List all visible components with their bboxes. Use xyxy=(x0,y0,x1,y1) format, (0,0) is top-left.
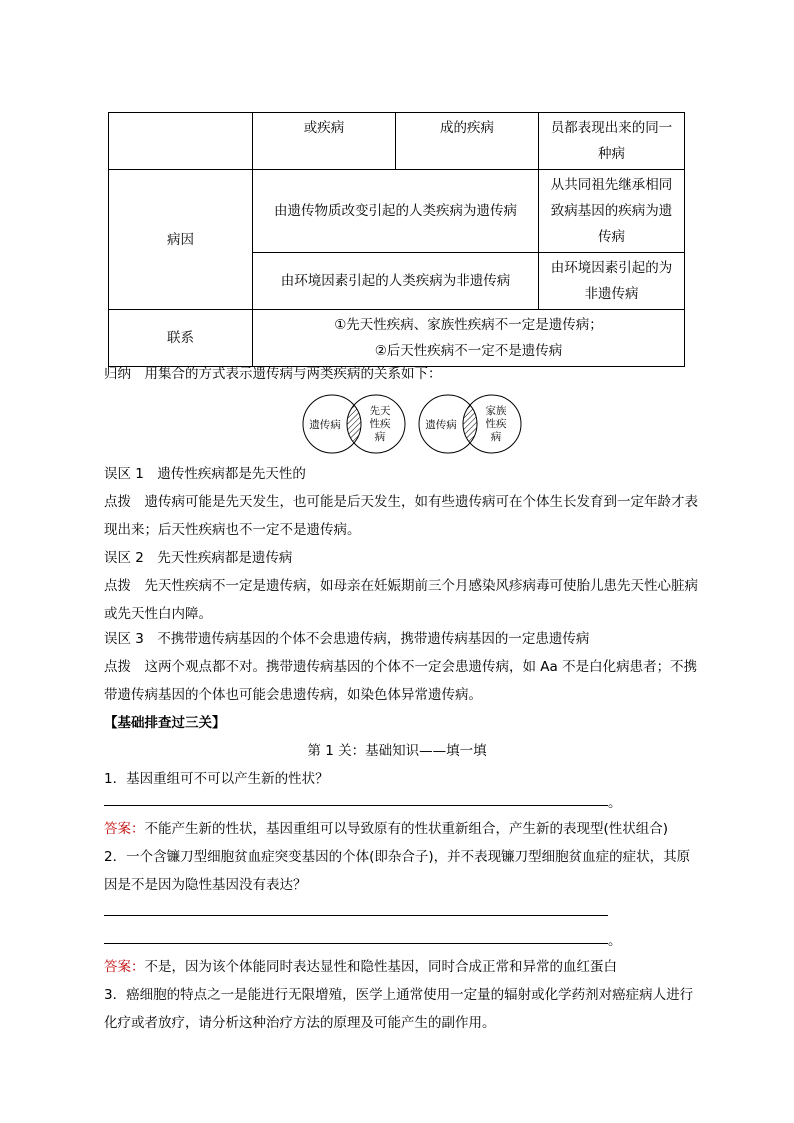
question-2-cont: 因是不是因为隐性基因没有表达？ xyxy=(104,877,307,893)
answer-text: 不能产生新的性状，基因重组可以导致原有的性状重新组合，产生新的表现型(性状组合) xyxy=(144,821,669,837)
misconception-title: 误区 3 不携带遗传病基因的个体不会患遗传病，携带遗传病基因的一定患遗传病 xyxy=(104,631,590,647)
venn-label-right: 病 xyxy=(490,431,502,443)
table-cell xyxy=(539,170,685,253)
venn-label-right: 性疾 xyxy=(485,418,507,430)
answer-blank[interactable] xyxy=(104,805,608,806)
venn-label-left: 遗传病 xyxy=(425,419,457,431)
table-cell-empty xyxy=(109,113,253,170)
venn-label-right: 性疾 xyxy=(369,418,391,430)
cell-line: 种病 xyxy=(598,146,625,162)
cell-line: 致病基因的疾病为遗 xyxy=(550,203,673,219)
level-title: 第 1 关：基础知识——填一填 xyxy=(307,743,487,759)
venn-label-right: 病 xyxy=(374,431,386,443)
table-cell xyxy=(539,253,685,310)
answer-text: 不是，因为该个体能同时表达显性和隐性基因，同时合成正常和异常的血红蛋白 xyxy=(144,959,617,975)
comparison-table xyxy=(108,112,685,367)
misconception-tip: 点拨 这两个观点都不对。携带遗传病基因的个体不一定会患遗传病，如 Aa 不是白化病患者；不携 xyxy=(104,659,698,675)
table-cell: 由环境因素引起的人类疾病为非遗传病 xyxy=(253,253,539,310)
blank-period: 。 xyxy=(608,795,622,811)
cell-line: 非遗传病 xyxy=(584,286,639,302)
venn-label-left: 遗传病 xyxy=(309,419,341,431)
misconception-tip: 点拨 先天性疾病不一定是遗传病，如母亲在妊娠期前三个月感染风疹病毒可使胎儿患先天性心脏病 xyxy=(104,578,698,594)
misconception-tip: 或先天性白内障。 xyxy=(104,606,212,622)
table-cell xyxy=(539,113,685,170)
question-1: 1．基因重组可不可以产生新的性状？ xyxy=(104,771,329,787)
table-row xyxy=(109,310,685,367)
table-row xyxy=(109,113,685,170)
misconception-tip: 点拨 遗传病可能是先天发生，也可能是后天发生，如有些遗传病可在个体生长发育到一定年龄才表 xyxy=(104,494,698,510)
row-label-relation: 联系 xyxy=(109,310,253,367)
question-3-cont: 化疗或者放疗，请分析这种治疗方法的原理及可能产生的副作用。 xyxy=(104,1015,496,1031)
venn-label-right: 先天 xyxy=(369,405,391,417)
misconception-title: 误区 2 先天性疾病都是遗传病 xyxy=(104,550,293,566)
table-cell: 由遗传物质改变引起的人类疾病为遗传病 xyxy=(253,170,539,253)
answer-2 xyxy=(104,957,617,977)
cell-line: 从共同祖先继承相同 xyxy=(550,177,673,193)
section-title: 【基础排查过三关】 xyxy=(104,715,226,731)
misconception-tip: 带遗传病基因的个体也可能会患遗传病，如染色体异常遗传病。 xyxy=(104,687,482,703)
question-3: 3．癌细胞的特点之一是能进行无限增殖，医学上通常使用一定量的辐射或化学药剂对癌症病人进行 xyxy=(104,987,694,1003)
cell-line: 由环境因素引起的为 xyxy=(550,260,673,276)
cell-line: ①先天性疾病、家族性疾病不一定是遗传病； xyxy=(334,317,603,333)
blank-period: 。 xyxy=(608,933,622,949)
venn-diagram-congenital xyxy=(300,392,410,456)
venn-label-right: 家族 xyxy=(485,405,507,417)
table-row xyxy=(109,170,685,253)
cell-line: 传病 xyxy=(598,229,625,245)
cell-line: 员都表现出来的同一 xyxy=(550,120,673,136)
answer-label: 答案： xyxy=(104,821,145,837)
question-2: 2．一个含镰刀型细胞贫血症突变基因的个体(即杂合子)，并不表现镰刀型细胞贫血症的症状，其原 xyxy=(104,849,691,865)
table-cell: 成的疾病 xyxy=(396,113,539,170)
answer-blank[interactable] xyxy=(104,943,608,944)
cell-line: ②后天性疾病不一定不是遗传病 xyxy=(374,343,563,359)
table-cell xyxy=(253,310,685,367)
table-cell: 或疾病 xyxy=(253,113,396,170)
summary-text: 归纳 用集合的方式表示遗传病与两类疾病的关系如下： xyxy=(104,366,442,382)
misconception-tip: 现出来；后天性疾病也不一定不是遗传病。 xyxy=(104,522,361,538)
answer-blank[interactable] xyxy=(104,915,608,916)
venn-diagram-familial xyxy=(416,392,526,456)
answer-1 xyxy=(104,819,668,839)
misconception-title: 误区 1 遗传性疾病都是先天性的 xyxy=(104,466,306,482)
row-label-cause: 病因 xyxy=(109,170,253,310)
answer-label: 答案： xyxy=(104,959,145,975)
